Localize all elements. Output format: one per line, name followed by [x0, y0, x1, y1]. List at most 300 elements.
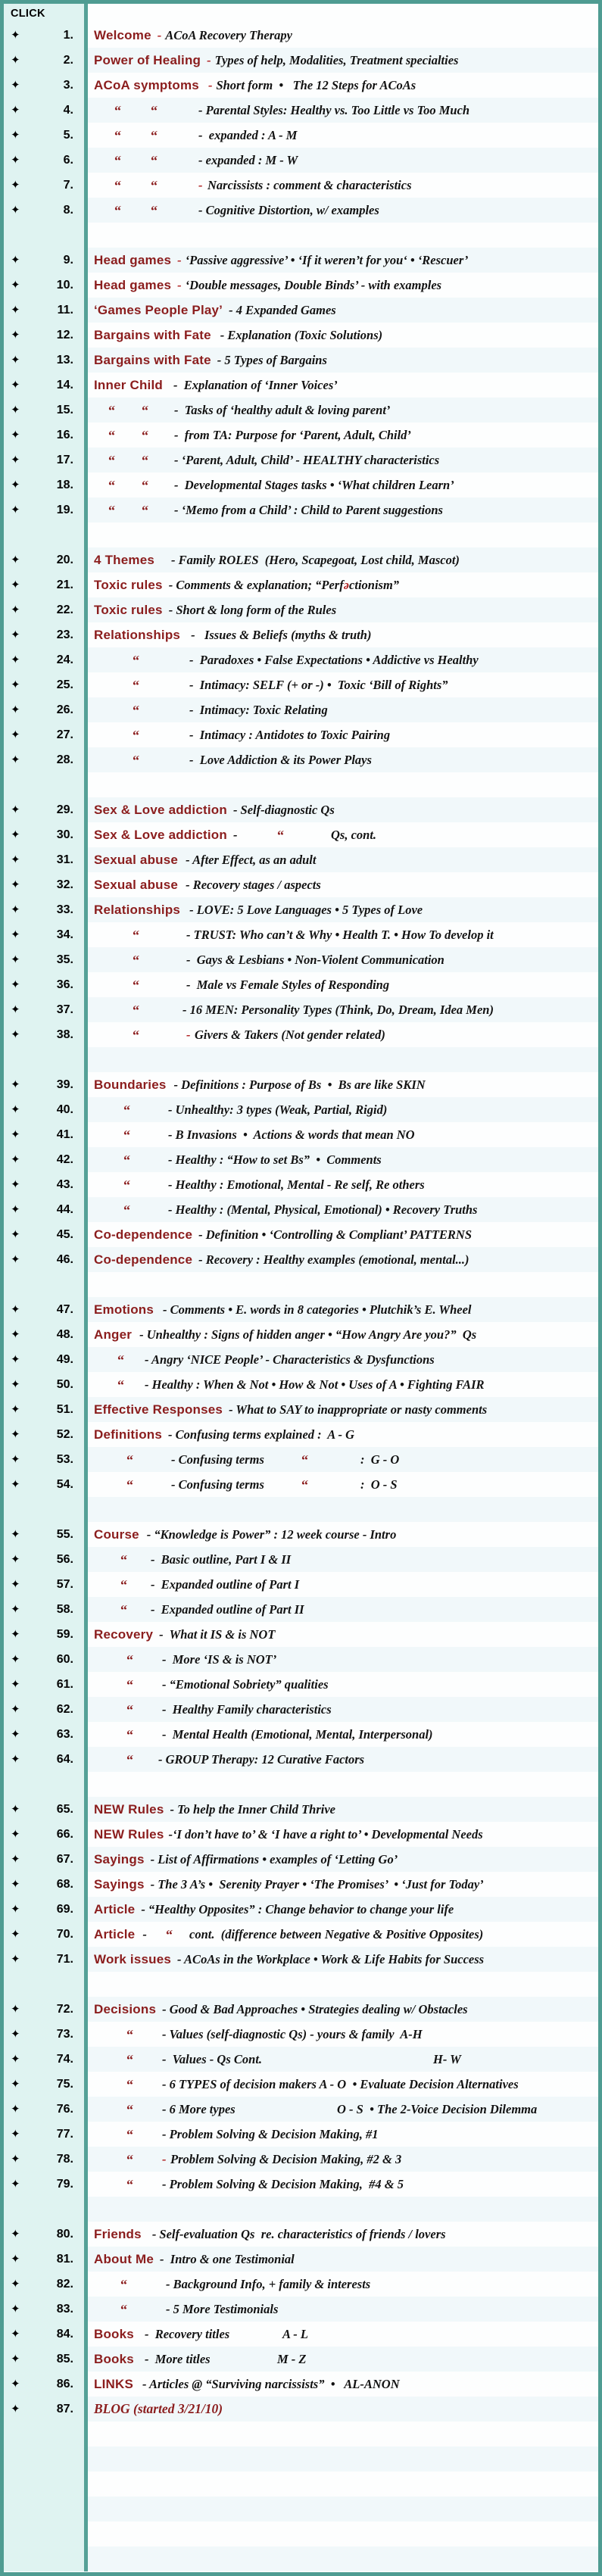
- ditto-mark: “: [126, 1452, 133, 1467]
- row-number: 53.: [56, 1452, 73, 1466]
- click-header-row: [4, 4, 598, 23]
- diamond-bullet-icon[interactable]: ✦: [11, 1653, 20, 1666]
- diamond-bullet-icon[interactable]: ✦: [11, 279, 20, 292]
- description-text: ctionism”: [349, 577, 400, 592]
- description-text: - Problem Solving & Decision Making, #4 & 5: [162, 2176, 404, 2191]
- diamond-bullet-icon[interactable]: ✦: [11, 54, 20, 67]
- row-content: [84, 1397, 598, 1422]
- toc-row: [4, 1297, 598, 1322]
- row-content: [84, 2222, 598, 2247]
- diamond-bullet-icon[interactable]: ✦: [11, 1928, 20, 1941]
- row-number: 52.: [56, 1427, 73, 1441]
- row-marker-cell: [4, 1322, 84, 1347]
- description-text: - Healthy Family characteristics: [162, 1701, 332, 1717]
- row-marker-cell: [4, 1722, 84, 1747]
- diamond-bullet-icon[interactable]: ✦: [11, 2028, 20, 2041]
- row-content: [84, 672, 598, 697]
- ditto-mark: “: [151, 152, 158, 168]
- diamond-bullet-icon[interactable]: ✦: [11, 603, 20, 616]
- row-marker-cell: [4, 2472, 84, 2496]
- description-text: - Family ROLES (Hero, Scapegoat, Lost child, Mascot): [171, 552, 460, 567]
- row-marker-cell: [4, 1747, 84, 1772]
- row-marker-cell: [4, 2372, 84, 2397]
- row-content: [84, 1497, 598, 1522]
- row-content: [84, 48, 598, 73]
- diamond-bullet-icon[interactable]: ✦: [11, 878, 20, 891]
- row-marker-cell: [4, 1822, 84, 1847]
- description-text: - from TA: Purpose for ‘Parent, Adult, Child’: [174, 427, 411, 442]
- diamond-bullet-icon[interactable]: ✦: [11, 1803, 20, 1816]
- row-content: [84, 1347, 598, 1372]
- description-text: - To help the Inner Child Thrive: [170, 1801, 335, 1817]
- diamond-bullet-icon[interactable]: ✦: [11, 703, 20, 716]
- diamond-bullet-icon[interactable]: ✦: [11, 454, 20, 466]
- row-number: 48.: [56, 1327, 73, 1341]
- description-text: - Good & Bad Approaches • Strategies dealing w/ Obstacles: [162, 2001, 468, 2016]
- row-marker-cell: [4, 373, 84, 398]
- row-marker-cell: [4, 1647, 84, 1672]
- row-number: 26.: [56, 703, 73, 716]
- description-text: O - S • The 2-Voice Decision Dilemma: [337, 2101, 538, 2116]
- diamond-bullet-icon[interactable]: ✦: [11, 1453, 20, 1466]
- row-content: [84, 1672, 598, 1697]
- category-label: Books: [94, 2351, 134, 2366]
- row-number: 47.: [56, 1302, 73, 1316]
- description-text: - Expanded outline of Part I: [151, 1576, 300, 1592]
- diamond-bullet-icon[interactable]: ✦: [11, 678, 20, 691]
- toc-row: [4, 1722, 598, 1747]
- diamond-bullet-icon[interactable]: ✦: [11, 2403, 20, 2415]
- description-text: Narcissists : comment & characteristics: [207, 177, 412, 192]
- row-content: [84, 972, 598, 997]
- diamond-bullet-icon[interactable]: ✦: [11, 1903, 20, 1916]
- ditto-mark: “: [142, 477, 148, 493]
- row-number: 77.: [56, 2127, 73, 2141]
- diamond-bullet-icon[interactable]: ✦: [11, 2378, 20, 2390]
- toc-row: [4, 1897, 598, 1922]
- row-marker-cell: [4, 1022, 84, 1047]
- ditto-mark: “: [142, 427, 148, 443]
- toc-row: [4, 1397, 598, 1422]
- diamond-bullet-icon[interactable]: ✦: [11, 628, 20, 641]
- diamond-bullet-icon[interactable]: ✦: [11, 204, 20, 217]
- row-content: [84, 747, 598, 772]
- diamond-bullet-icon[interactable]: ✦: [11, 2128, 20, 2141]
- row-marker-cell: [4, 248, 84, 273]
- diamond-bullet-icon[interactable]: ✦: [11, 1953, 20, 1966]
- diamond-bullet-icon[interactable]: ✦: [11, 2153, 20, 2166]
- row-number: 49.: [56, 1352, 73, 1366]
- ditto-mark: “: [108, 502, 115, 518]
- diamond-bullet-icon[interactable]: ✦: [11, 803, 20, 816]
- ditto-mark: “: [126, 1751, 133, 1767]
- diamond-bullet-icon[interactable]: ✦: [11, 1153, 20, 1166]
- category-label: Article: [94, 1901, 136, 1916]
- row-marker-cell: [4, 472, 84, 497]
- row-content: [84, 1697, 598, 1722]
- diamond-bullet-icon[interactable]: ✦: [11, 1828, 20, 1841]
- toc-gap-row: [4, 2546, 598, 2571]
- toc-row: [4, 448, 598, 472]
- row-number: 21.: [56, 578, 73, 591]
- row-number: 17.: [56, 453, 73, 466]
- ditto-mark: “: [123, 1177, 130, 1193]
- diamond-bullet-icon[interactable]: ✦: [11, 404, 20, 416]
- toc-row: [4, 148, 598, 173]
- row-marker-cell: [4, 1272, 84, 1297]
- row-content: [84, 1222, 598, 1247]
- row-content: [84, 1747, 598, 1772]
- row-content: [84, 2047, 598, 2072]
- diamond-bullet-icon[interactable]: ✦: [11, 828, 20, 841]
- diamond-bullet-icon[interactable]: ✦: [11, 2303, 20, 2316]
- diamond-bullet-icon[interactable]: ✦: [11, 179, 20, 192]
- row-number: 72.: [56, 2002, 73, 2016]
- row-content: [84, 23, 598, 48]
- category-label: ‘Games People Play’: [94, 302, 223, 317]
- toc-row: [4, 622, 598, 647]
- row-number: 32.: [56, 878, 73, 891]
- row-content: [84, 772, 598, 797]
- row-content: [84, 2546, 598, 2571]
- row-number: 3.: [63, 78, 73, 92]
- diamond-bullet-icon[interactable]: ✦: [11, 1178, 20, 1191]
- ditto-mark: “: [120, 1552, 127, 1567]
- diamond-bullet-icon[interactable]: ✦: [11, 104, 20, 117]
- description-text-red: ǝ: [343, 577, 350, 592]
- row-content: [84, 622, 598, 647]
- ditto-mark: “: [120, 1576, 127, 1592]
- diamond-bullet-icon[interactable]: ✦: [11, 304, 20, 317]
- row-number: 19.: [56, 503, 73, 516]
- diamond-bullet-icon[interactable]: ✦: [11, 2178, 20, 2191]
- row-marker-cell: [4, 1247, 84, 1272]
- row-number: 24.: [56, 653, 73, 666]
- description-text: - List of Affirmations • examples of ‘Letting Go’: [150, 1851, 398, 1867]
- row-content: [84, 123, 598, 148]
- row-number: 12.: [56, 328, 73, 341]
- row-number: 41.: [56, 1127, 73, 1141]
- toc-row: [4, 2397, 598, 2422]
- row-content: [84, 2297, 598, 2322]
- diamond-bullet-icon[interactable]: ✦: [11, 129, 20, 142]
- row-number: 80.: [56, 2227, 73, 2241]
- row-number: 67.: [56, 1852, 73, 1866]
- ditto-mark: “: [126, 1726, 133, 1742]
- diamond-bullet-icon[interactable]: ✦: [11, 1353, 20, 1366]
- description-text: - 5 Types of Bargains: [217, 352, 327, 367]
- toc-row: [4, 2097, 598, 2122]
- description-text: - Comments & explanation; “Perf: [168, 577, 344, 592]
- diamond-bullet-icon[interactable]: ✦: [11, 354, 20, 366]
- row-content: [84, 822, 598, 847]
- category-label: Inner Child: [94, 377, 163, 392]
- ditto-mark: “: [114, 202, 121, 218]
- row-content: [84, 1772, 598, 1797]
- toc-row: [4, 73, 598, 98]
- row-content: [84, 1872, 598, 1897]
- description-text: - Self-evaluation Qs re. characteristics of friends / lovers: [151, 2226, 446, 2241]
- ditto-mark: “: [126, 1651, 133, 1667]
- row-content: [84, 1147, 598, 1172]
- category-label: Emotions: [94, 1302, 154, 1317]
- ditto-mark: “: [133, 677, 139, 693]
- diamond-bullet-icon[interactable]: ✦: [11, 1028, 20, 1041]
- row-marker-cell: [4, 398, 84, 423]
- row-content: [84, 572, 598, 597]
- diamond-bullet-icon[interactable]: ✦: [11, 79, 20, 92]
- row-content: [84, 1572, 598, 1597]
- diamond-bullet-icon[interactable]: ✦: [11, 728, 20, 741]
- description-text: - “Healthy Opposites” : Change behavior to change your life: [141, 1901, 454, 1916]
- description-text: - More titles: [144, 2351, 211, 2366]
- row-marker-cell: [4, 98, 84, 123]
- row-marker-cell: [4, 2521, 84, 2546]
- category-label: Books: [94, 2326, 134, 2341]
- diamond-bullet-icon[interactable]: ✦: [11, 1003, 20, 1016]
- toc-row: [4, 348, 598, 373]
- description-text-red: -: [162, 2151, 167, 2166]
- diamond-bullet-icon[interactable]: ✦: [11, 479, 20, 491]
- ditto-mark: “: [108, 402, 115, 418]
- diamond-bullet-icon[interactable]: ✦: [11, 1403, 20, 1416]
- row-content: [84, 1972, 598, 1997]
- row-number: 10.: [56, 278, 73, 292]
- row-content: [84, 1547, 598, 1572]
- row-number: 37.: [56, 1003, 73, 1016]
- diamond-bullet-icon[interactable]: ✦: [11, 753, 20, 766]
- description-text: - Articles @ “Surviving narcissists” • AL-ANON: [142, 2376, 400, 2391]
- category-label: Sexual abuse: [94, 852, 179, 867]
- diamond-bullet-icon[interactable]: ✦: [11, 1703, 20, 1716]
- diamond-bullet-icon[interactable]: ✦: [11, 1128, 20, 1141]
- row-content: [84, 73, 598, 98]
- ditto-mark: “: [126, 1676, 133, 1692]
- row-content: [84, 1622, 598, 1647]
- diamond-bullet-icon[interactable]: ✦: [11, 2328, 20, 2341]
- row-marker-cell: [4, 1097, 84, 1122]
- row-marker-cell: [4, 1897, 84, 1922]
- diamond-bullet-icon[interactable]: ✦: [11, 2053, 20, 2066]
- row-number: 68.: [56, 1877, 73, 1891]
- diamond-bullet-icon[interactable]: ✦: [11, 1578, 20, 1591]
- diamond-bullet-icon[interactable]: ✦: [11, 1303, 20, 1316]
- toc-row: [4, 547, 598, 572]
- diamond-bullet-icon[interactable]: ✦: [11, 1853, 20, 1866]
- diamond-bullet-icon[interactable]: ✦: [11, 853, 20, 866]
- diamond-bullet-icon[interactable]: ✦: [11, 154, 20, 167]
- diamond-bullet-icon[interactable]: ✦: [11, 1728, 20, 1741]
- diamond-bullet-icon[interactable]: ✦: [11, 1078, 20, 1091]
- row-marker-cell: [4, 2147, 84, 2172]
- toc-body: [4, 23, 598, 2571]
- ditto-mark: “: [151, 177, 158, 193]
- diamond-bullet-icon[interactable]: ✦: [11, 1678, 20, 1691]
- toc-row: [4, 273, 598, 298]
- row-content: [84, 1097, 598, 1122]
- row-marker-cell: [4, 797, 84, 822]
- ditto-mark: “: [114, 127, 121, 143]
- diamond-bullet-icon[interactable]: ✦: [11, 379, 20, 391]
- diamond-bullet-icon[interactable]: ✦: [11, 29, 20, 42]
- description-text: - Intimacy: Toxic Relating: [189, 702, 328, 717]
- toc-gap-row: [4, 2422, 598, 2447]
- diamond-bullet-icon[interactable]: ✦: [11, 2353, 20, 2365]
- diamond-bullet-icon[interactable]: ✦: [11, 1878, 20, 1891]
- diamond-bullet-icon[interactable]: ✦: [11, 1478, 20, 1491]
- row-number: 33.: [56, 903, 73, 916]
- row-marker-cell: [4, 1397, 84, 1422]
- description-text: - Intimacy : Antidotes to Toxic Pairing: [189, 727, 391, 742]
- diamond-bullet-icon[interactable]: ✦: [11, 1203, 20, 1216]
- description-text: - Healthy : When & Not • How & Not • Uses of A • Fighting FAIR: [145, 1377, 485, 1392]
- row-content: [84, 398, 598, 423]
- diamond-bullet-icon[interactable]: ✦: [11, 928, 20, 941]
- diamond-bullet-icon[interactable]: ✦: [11, 2253, 20, 2266]
- toc-row: [4, 747, 598, 772]
- ditto-mark: “: [126, 1477, 133, 1492]
- diamond-bullet-icon[interactable]: ✦: [11, 978, 20, 991]
- description-text: -‘I don’t have to’ & ‘I have a right to’ • Developmental Needs: [168, 1826, 483, 1842]
- row-marker-cell: [4, 1797, 84, 1822]
- description-text: ‘Passive aggressive’ • ‘If it weren’t for you‘ • ‘Rescuer’: [185, 252, 469, 267]
- toc-row: [4, 922, 598, 947]
- row-number: 84.: [56, 2327, 73, 2341]
- row-number: 60.: [56, 1652, 73, 1666]
- row-marker-cell: [4, 2172, 84, 2197]
- diamond-bullet-icon[interactable]: ✦: [11, 254, 20, 267]
- diamond-bullet-icon[interactable]: ✦: [11, 1753, 20, 1766]
- row-number: 15.: [56, 403, 73, 416]
- row-marker-cell: [4, 1622, 84, 1647]
- toc-row: [4, 947, 598, 972]
- row-marker-cell: [4, 2297, 84, 2322]
- row-marker-cell: [4, 1522, 84, 1547]
- diamond-bullet-icon[interactable]: ✦: [11, 1253, 20, 1266]
- diamond-bullet-icon[interactable]: ✦: [11, 953, 20, 966]
- description-text: - LOVE: 5 Love Languages • 5 Types of Love: [189, 902, 423, 917]
- toc-row: [4, 1597, 598, 1622]
- row-marker-cell: [4, 897, 84, 922]
- diamond-bullet-icon[interactable]: ✦: [11, 2078, 20, 2091]
- row-marker-cell: [4, 947, 84, 972]
- ditto-mark: “: [108, 427, 115, 443]
- toc-row: [4, 697, 598, 722]
- ditto-mark: “: [301, 1477, 308, 1492]
- toc-row: [4, 1672, 598, 1697]
- row-number: 1.: [63, 28, 73, 42]
- ditto-mark: “: [126, 2076, 133, 2092]
- row-number: 74.: [56, 2052, 73, 2066]
- row-marker-cell: [4, 2122, 84, 2147]
- diamond-bullet-icon[interactable]: ✦: [11, 2003, 20, 2016]
- ditto-mark: “: [142, 452, 148, 468]
- description-text-red: -: [207, 52, 211, 67]
- toc-row: [4, 972, 598, 997]
- toc-row: [4, 1097, 598, 1122]
- description-text: - Angry ‘NICE People’ - Characteristics & Dysfunctions: [145, 1352, 435, 1367]
- row-number: 87.: [56, 2402, 73, 2415]
- toc-row: [4, 1222, 598, 1247]
- diamond-bullet-icon[interactable]: ✦: [11, 653, 20, 666]
- description-text: - More ‘IS & is NOT’: [162, 1651, 277, 1667]
- row-number: 55.: [56, 1527, 73, 1541]
- diamond-bullet-icon[interactable]: ✦: [11, 1553, 20, 1566]
- diamond-bullet-icon[interactable]: ✦: [11, 1228, 20, 1241]
- row-content: [84, 1797, 598, 1822]
- description-text-red: -: [207, 77, 213, 92]
- diamond-bullet-icon[interactable]: ✦: [11, 2278, 20, 2291]
- row-content: [84, 2472, 598, 2496]
- diamond-bullet-icon[interactable]: ✦: [11, 1603, 20, 1616]
- category-label: Co-dependence: [94, 1227, 193, 1242]
- diamond-bullet-icon[interactable]: ✦: [11, 579, 20, 591]
- row-number: 16.: [56, 428, 73, 441]
- description-text: - B Invasions • Actions & words that mean NO: [168, 1127, 415, 1142]
- diamond-bullet-icon[interactable]: ✦: [11, 2228, 20, 2241]
- row-marker-cell: [4, 1947, 84, 1972]
- ditto-mark: “: [126, 2026, 133, 2042]
- row-marker-cell: [4, 672, 84, 697]
- description-text: - Background Info, + family & interests: [166, 2276, 371, 2291]
- description-text: - Mental Health (Emotional, Mental, Interpersonal): [162, 1726, 433, 1742]
- diamond-bullet-icon[interactable]: ✦: [11, 1328, 20, 1341]
- row-content: [84, 722, 598, 747]
- row-marker-cell: [4, 572, 84, 597]
- row-marker-cell: [4, 1847, 84, 1872]
- diamond-bullet-icon[interactable]: ✦: [11, 429, 20, 441]
- diamond-bullet-icon[interactable]: ✦: [11, 1103, 20, 1116]
- ditto-mark: “: [133, 727, 139, 743]
- row-number: 34.: [56, 928, 73, 941]
- row-number: 82.: [56, 2277, 73, 2291]
- diamond-bullet-icon[interactable]: ✦: [11, 504, 20, 516]
- diamond-bullet-icon[interactable]: ✦: [11, 329, 20, 341]
- row-number: 59.: [56, 1627, 73, 1641]
- row-content: [84, 298, 598, 323]
- diamond-bullet-icon[interactable]: ✦: [11, 1628, 20, 1641]
- row-number: 75.: [56, 2077, 73, 2091]
- row-marker-cell: [4, 2072, 84, 2097]
- row-marker-cell: [4, 2097, 84, 2122]
- toc-row: [4, 597, 598, 622]
- diamond-bullet-icon[interactable]: ✦: [11, 2103, 20, 2116]
- toc-row: [4, 1372, 598, 1397]
- description-text: - After Effect, as an adult: [186, 852, 317, 867]
- diamond-bullet-icon[interactable]: ✦: [11, 903, 20, 916]
- row-number: 25.: [56, 678, 73, 691]
- toc-row: [4, 423, 598, 448]
- row-number: 20.: [56, 553, 73, 566]
- row-marker-cell: [4, 847, 84, 872]
- row-number: 78.: [56, 2152, 73, 2166]
- toc-row: [4, 2247, 598, 2272]
- blog-label: BLOG (started 3/21/10): [94, 2401, 223, 2416]
- category-label: Toxic rules: [94, 602, 163, 617]
- description-text: - Explanation (Toxic Solutions): [220, 327, 383, 342]
- row-content: [84, 647, 598, 672]
- description-text: - 4 Expanded Games: [229, 302, 336, 317]
- row-marker-cell: [4, 1472, 84, 1497]
- ditto-mark: “: [126, 2051, 133, 2067]
- ditto-mark: “: [301, 1452, 308, 1467]
- toc-row: [4, 2047, 598, 2072]
- diamond-bullet-icon[interactable]: ✦: [11, 1528, 20, 1541]
- diamond-bullet-icon[interactable]: ✦: [11, 1428, 20, 1441]
- diamond-bullet-icon[interactable]: ✦: [11, 1378, 20, 1391]
- diamond-bullet-icon[interactable]: ✦: [11, 554, 20, 566]
- row-content: [84, 1947, 598, 1972]
